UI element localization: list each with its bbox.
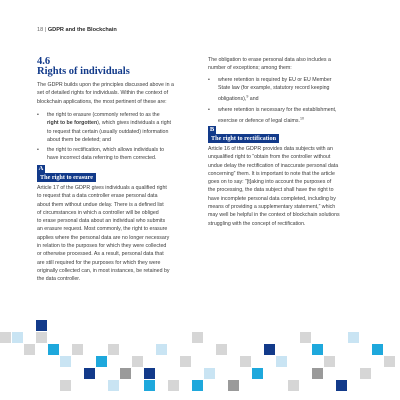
list-item: • the right to rectification, which allows individuals to have incorrect data referring to them corrected. bbox=[37, 147, 165, 162]
subheading-title: The right to erasure bbox=[37, 173, 96, 182]
mosaic-tile bbox=[204, 368, 215, 379]
decorative-mosaic bbox=[0, 318, 400, 400]
mosaic-tile bbox=[168, 380, 179, 391]
mosaic-tile bbox=[36, 320, 47, 331]
header-separator: | bbox=[44, 27, 47, 33]
mosaic-tile bbox=[84, 368, 95, 379]
page-number: 18 bbox=[37, 27, 44, 33]
mosaic-tile bbox=[60, 356, 71, 367]
exceptions-intro: The obligation to erase personal data also includes a number of exceptions; among them: bbox=[208, 57, 331, 72]
mosaic-tile bbox=[48, 344, 59, 355]
mosaic-tile bbox=[336, 380, 347, 391]
bullet-text: the right to rectification, which allows individuals to have incorrect data referring to them corrected. bbox=[47, 147, 165, 162]
mosaic-tile bbox=[60, 380, 71, 391]
subheading-title: The right to rectification bbox=[208, 134, 279, 143]
mosaic-tile bbox=[252, 368, 263, 379]
mosaic-tile bbox=[192, 380, 203, 391]
mosaic-tile bbox=[372, 344, 383, 355]
section-title: Rights of individuals bbox=[37, 66, 130, 77]
mosaic-tile bbox=[192, 332, 203, 343]
mosaic-tile bbox=[276, 356, 287, 367]
mosaic-tile bbox=[216, 344, 227, 355]
intro-paragraph: The GDPR builds upon the principles discussed above in a set of detailed rights for individuals. Within the context of blockchain applications, the most pertinent of these are: bbox=[37, 82, 174, 105]
mosaic-tile bbox=[228, 380, 239, 391]
section-number: 4.6 bbox=[37, 56, 51, 67]
running-header bbox=[37, 27, 117, 33]
exceptions-list bbox=[208, 76, 368, 127]
mosaic-tile bbox=[144, 380, 155, 391]
mosaic-tile bbox=[24, 344, 35, 355]
list-item: • the right to erasure (commonly referred to as the right to be forgotten), which gives individuals a right to request that certain (usually outdated) information about them be deleted; and bbox=[37, 112, 171, 143]
mosaic-tile bbox=[120, 368, 131, 379]
mosaic-tile bbox=[264, 344, 275, 355]
mosaic-tile bbox=[72, 344, 83, 355]
bullet-text: where retention is necessary for the establishment, exercise or defence of legal claims.$^{10}$ bbox=[218, 106, 337, 124]
mosaic-tile bbox=[288, 380, 299, 391]
subheading-letter: A bbox=[38, 165, 44, 172]
mosaic-tile bbox=[12, 332, 23, 343]
mosaic-tile bbox=[360, 368, 371, 379]
subheading-letter: B bbox=[209, 126, 215, 133]
mosaic-tile bbox=[300, 332, 311, 343]
list-item: • where retention is necessary for the establishment, exercise or defence of legal claims.$^{10}$ bbox=[208, 106, 337, 124]
header-title: GDPR and the Blockchain bbox=[47, 27, 117, 33]
mosaic-tile bbox=[156, 344, 167, 355]
bullet-text: the right to erasure (commonly referred to as the right to be forgotten), which gives individuals a right to request that certain (usually outdated) information about them be deleted; and bbox=[47, 112, 171, 143]
mosaic-tile bbox=[36, 332, 47, 343]
mosaic-tile bbox=[312, 368, 323, 379]
mosaic-tile bbox=[324, 356, 335, 367]
mosaic-tile bbox=[96, 356, 107, 367]
subheading-b bbox=[208, 126, 279, 143]
erasure-paragraph: Article 17 of the GDPR gives individuals a qualified right to request that a data controller erase personal data about them without undue delay. There is a defined list of circumstances in which a controller will be obliged to erase personal data about an individual who submits an erasure request. Most commonly, the right to erasure applies where the personal data are no longer necessary in relation to the purposes for which they were collected or otherwise processed. As a result, personal data that are still required for the purposes for which they were originally collected can, in most instances, be retained by the data controller. bbox=[37, 185, 170, 283]
mosaic-tile bbox=[180, 356, 191, 367]
mosaic-tile bbox=[312, 344, 323, 355]
mosaic-tile bbox=[144, 368, 155, 379]
mosaic-tile bbox=[108, 344, 119, 355]
rights-list bbox=[37, 111, 197, 165]
rectification-paragraph: Article 16 of the GDPR provides data subjects with an unqualified right to “obtain from the controller without undue delay the rectification of inaccurate personal data concerning” them. It is important to note that the article goes on to say: “[t]aking into account the purposes of the processing, the data subject shall have the right to have incomplete personal data completed, including by means of providing a supplementary statement,” which may well be helpful in the context of blockchain solutions struggling with the concept of rectification. bbox=[208, 146, 340, 227]
mosaic-tile bbox=[0, 332, 11, 343]
bullet-text: where retention is required by EU or EU Member State law (for example, statutory record keeping obligations),$^9$ and bbox=[218, 77, 332, 103]
mosaic-tile bbox=[108, 380, 119, 391]
mosaic-tile bbox=[384, 356, 395, 367]
mosaic-tile bbox=[348, 332, 359, 343]
mosaic-tile bbox=[132, 356, 143, 367]
list-item: • where retention is required by EU or EU Member State law (for example, statutory record keeping obligations),$^9$ and bbox=[208, 77, 332, 103]
mosaic-tile bbox=[240, 356, 251, 367]
subheading-a bbox=[37, 165, 96, 182]
